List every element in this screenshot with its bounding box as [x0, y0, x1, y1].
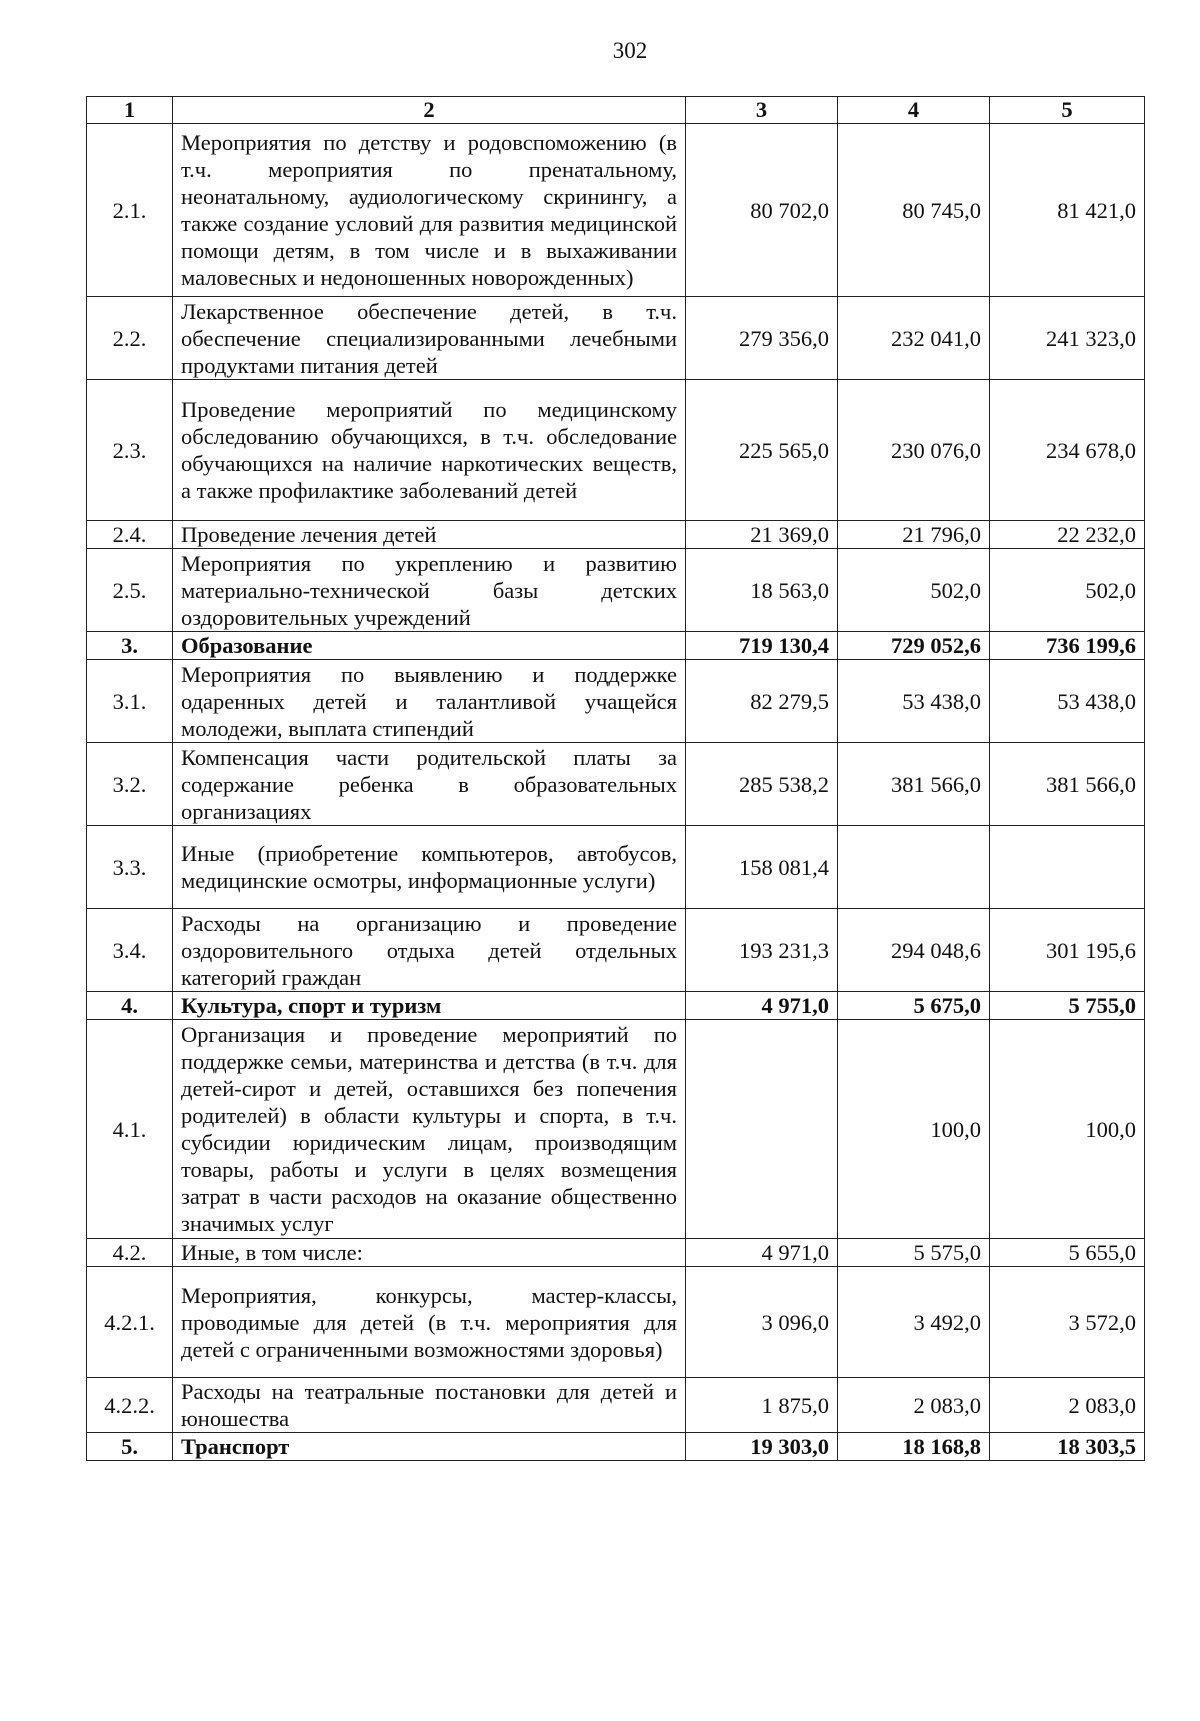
row-value-col5: 381 566,0: [990, 743, 1145, 826]
row-value-col4: 729 052,6: [838, 632, 990, 660]
row-number: 3.2.: [87, 743, 173, 826]
row-value-col5: 5 655,0: [990, 1239, 1145, 1267]
row-value-col3: [686, 1020, 838, 1239]
row-value-col4: 5 675,0: [838, 992, 990, 1020]
row-value-col3: 80 702,0: [686, 124, 838, 297]
row-value-col4: 2 083,0: [838, 1378, 990, 1433]
row-description: Мероприятия по детству и родовспоможению (в т.ч. мероприятия по пренатальному, неонатальному, аудиологическому скринингу, а также создание условий для развития медицинской помощи детям, в том числе и в выхаживании маловесных и недоношенных новорожденных): [173, 124, 686, 297]
row-value-col3: 193 231,3: [686, 909, 838, 992]
row-value-col4: 3 492,0: [838, 1267, 990, 1378]
row-number: 2.1.: [87, 124, 173, 297]
table-row: [87, 1239, 1145, 1267]
row-number: 3.3.: [87, 826, 173, 909]
row-value-col3: 19 303,0: [686, 1433, 838, 1461]
row-value-col3: 719 130,4: [686, 632, 838, 660]
table-row: [87, 992, 1145, 1020]
row-number: 2.5.: [87, 549, 173, 632]
row-value-col4: 80 745,0: [838, 124, 990, 297]
header-col-1: 1: [87, 97, 173, 124]
table-row: [87, 909, 1145, 992]
table-row: [87, 549, 1145, 632]
row-description: Иные (приобретение компьютеров, автобусов, медицинские осмотры, информационные услуги): [173, 826, 686, 909]
table-row: [87, 1378, 1145, 1433]
table-row: [87, 1020, 1145, 1239]
row-description: Компенсация части родительской платы за содержание ребенка в образовательных организациях: [173, 743, 686, 826]
row-number: 2.4.: [87, 521, 173, 549]
table-row: [87, 826, 1145, 909]
row-number: 5.: [87, 1433, 173, 1461]
row-value-col5: 81 421,0: [990, 124, 1145, 297]
row-value-col3: 279 356,0: [686, 297, 838, 380]
row-description: Расходы на театральные постановки для детей и юношества: [173, 1378, 686, 1433]
header-col-4: 4: [838, 97, 990, 124]
row-description: Расходы на организацию и проведение оздоровительного отдыха детей отдельных категорий граждан: [173, 909, 686, 992]
row-description: Организация и проведение мероприятий по поддержке семьи, материнства и детства (в т.ч. для детей-сирот и детей, оставшихся без попечения родителей) в области культуры и спорта, в т.ч. субсидии юридическим лицам, производящим товары, работы и услуги в целях возмещения затрат в части расходов на оказание общественно значимых услуг: [173, 1020, 686, 1239]
row-value-col3: 4 971,0: [686, 992, 838, 1020]
row-value-col5: 241 323,0: [990, 297, 1145, 380]
row-description: Образование: [173, 632, 686, 660]
row-value-col5: 53 438,0: [990, 660, 1145, 743]
row-value-col5: 100,0: [990, 1020, 1145, 1239]
row-description: Мероприятия по укреплению и развитию материально-технической базы детских оздоровительных учреждений: [173, 549, 686, 632]
row-number: 3.1.: [87, 660, 173, 743]
table-row: [87, 1433, 1145, 1461]
table-row: [87, 632, 1145, 660]
row-number: 4.2.2.: [87, 1378, 173, 1433]
row-value-col4: 100,0: [838, 1020, 990, 1239]
row-value-col3: 82 279,5: [686, 660, 838, 743]
row-value-col4: 381 566,0: [838, 743, 990, 826]
row-value-col4: 5 575,0: [838, 1239, 990, 1267]
row-value-col4: 18 168,8: [838, 1433, 990, 1461]
row-value-col3: 158 081,4: [686, 826, 838, 909]
header-col-3: 3: [686, 97, 838, 124]
row-description: Мероприятия по выявлению и поддержке одаренных детей и талантливой учащейся молодежи, выплата стипендий: [173, 660, 686, 743]
row-value-col5: 234 678,0: [990, 380, 1145, 521]
row-value-col3: 1 875,0: [686, 1378, 838, 1433]
row-value-col3: 4 971,0: [686, 1239, 838, 1267]
row-value-col5: 22 232,0: [990, 521, 1145, 549]
row-number: 4.1.: [87, 1020, 173, 1239]
row-description: Лекарственное обеспечение детей, в т.ч. обеспечение специализированными лечебными продуктами питания детей: [173, 297, 686, 380]
row-value-col3: 285 538,2: [686, 743, 838, 826]
row-value-col5: 3 572,0: [990, 1267, 1145, 1378]
row-value-col5: 5 755,0: [990, 992, 1145, 1020]
table-row: [87, 124, 1145, 297]
table-row: [87, 1267, 1145, 1378]
row-description: Транспорт: [173, 1433, 686, 1461]
row-value-col4: 230 076,0: [838, 380, 990, 521]
row-value-col5: [990, 826, 1145, 909]
row-value-col5: 2 083,0: [990, 1378, 1145, 1433]
row-value-col5: 301 195,6: [990, 909, 1145, 992]
table-row: [87, 297, 1145, 380]
expenditure-table: [86, 96, 1145, 1461]
row-description: Иные, в том числе:: [173, 1239, 686, 1267]
row-description: Мероприятия, конкурсы, мастер-классы, проводимые для детей (в т.ч. мероприятия для детей с ограниченными возможностями здоровья): [173, 1267, 686, 1378]
row-value-col5: 18 303,5: [990, 1433, 1145, 1461]
row-value-col3: 3 096,0: [686, 1267, 838, 1378]
row-value-col5: 502,0: [990, 549, 1145, 632]
table-row: [87, 660, 1145, 743]
row-number: 3.4.: [87, 909, 173, 992]
row-description: Проведение лечения детей: [173, 521, 686, 549]
row-number: 3.: [87, 632, 173, 660]
header-row: [87, 97, 1145, 124]
row-value-col4: [838, 826, 990, 909]
header-col-2: 2: [173, 97, 686, 124]
table-row: [87, 521, 1145, 549]
row-number: 2.2.: [87, 297, 173, 380]
row-value-col3: 21 369,0: [686, 521, 838, 549]
table-row: [87, 380, 1145, 521]
row-number: 4.2.1.: [87, 1267, 173, 1378]
table-row: [87, 743, 1145, 826]
row-number: 4.: [87, 992, 173, 1020]
row-value-col4: 232 041,0: [838, 297, 990, 380]
row-number: 2.3.: [87, 380, 173, 521]
row-description: Культура, спорт и туризм: [173, 992, 686, 1020]
row-value-col4: 502,0: [838, 549, 990, 632]
row-value-col4: 294 048,6: [838, 909, 990, 992]
header-col-5: 5: [990, 97, 1145, 124]
table-body: [87, 124, 1145, 1461]
row-value-col4: 53 438,0: [838, 660, 990, 743]
row-value-col3: 18 563,0: [686, 549, 838, 632]
row-description: Проведение мероприятий по медицинскому обследованию обучающихся, в т.ч. обследование обучающихся на наличие наркотических веществ, а также профилактике заболеваний детей: [173, 380, 686, 521]
page-number: 302: [612, 38, 648, 63]
row-value-col5: 736 199,6: [990, 632, 1145, 660]
row-number: 4.2.: [87, 1239, 173, 1267]
row-value-col3: 225 565,0: [686, 380, 838, 521]
row-value-col4: 21 796,0: [838, 521, 990, 549]
